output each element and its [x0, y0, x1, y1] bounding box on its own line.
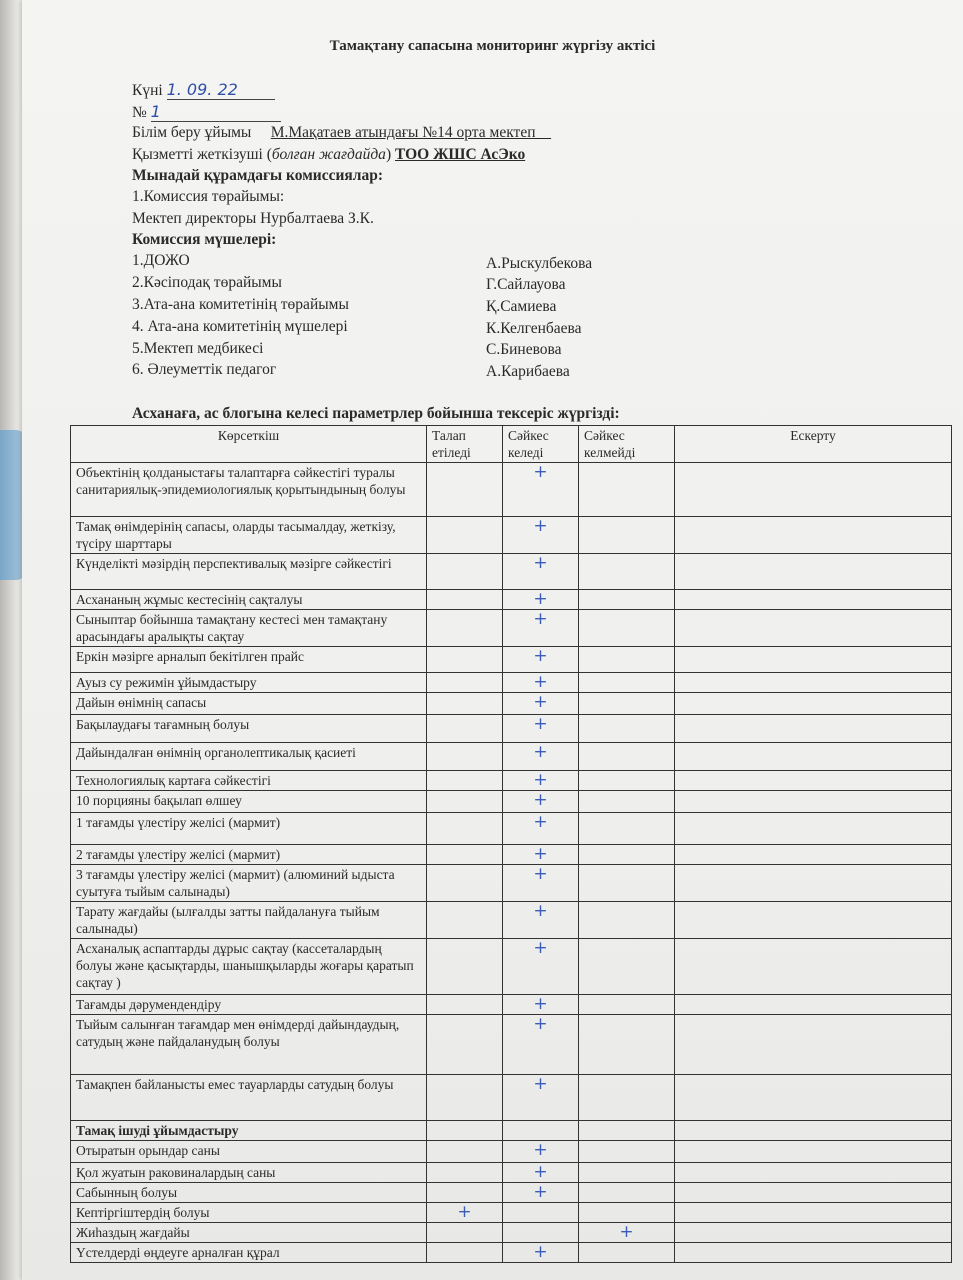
row-indicator: Тағамды дәрумендендіру — [71, 995, 427, 1015]
row-not-complies-mark — [579, 939, 675, 995]
provider-close: ) — [385, 146, 392, 163]
table-row — [71, 845, 952, 865]
row-indicator: Тамақ өнімдерінің сапасы, оларды тасымалдау, жеткізу, түсіру шарттары — [71, 517, 427, 554]
row-note — [675, 1163, 952, 1183]
row-complies-mark — [503, 1223, 579, 1243]
row-required-mark — [427, 743, 503, 771]
table-row — [71, 771, 952, 791]
row-complies-mark: + — [503, 1163, 579, 1183]
table-row — [71, 939, 952, 995]
table-row — [71, 1075, 952, 1121]
row-required-mark — [427, 1163, 503, 1183]
check-heading: Асханаға, ас блогына келесі параметрлер бойынша тексеріс жүргізді: — [132, 405, 620, 422]
row-indicator: Отыратын орындар саны — [71, 1141, 427, 1163]
row-complies-mark: + — [503, 743, 579, 771]
row-note — [675, 693, 952, 715]
row-not-complies-mark — [579, 1075, 675, 1121]
table-row — [71, 610, 952, 647]
row-required-mark — [427, 1075, 503, 1121]
row-not-complies-mark — [579, 1141, 675, 1163]
row-note — [675, 1015, 952, 1075]
row-note — [675, 743, 952, 771]
table-row — [71, 1223, 952, 1243]
row-complies-mark: + — [503, 1183, 579, 1203]
member-role: 4. Ата-ана комитетінің мүшелері — [132, 318, 348, 335]
school-line: Білім беру ұйымы М.Мақатаев атындағы №14 орта мектеп__ — [132, 124, 551, 141]
row-note — [675, 939, 952, 995]
row-required-mark — [427, 813, 503, 845]
table-row — [71, 1015, 952, 1075]
row-indicator: Бақылаудағы тағамның болуы — [71, 715, 427, 743]
row-complies-mark: + — [503, 647, 579, 673]
row-not-complies-mark — [579, 1203, 675, 1223]
row-indicator: Дайындалған өнімнің органолептикалық қасиеті — [71, 743, 427, 771]
row-not-complies-mark — [579, 693, 675, 715]
row-complies-mark: + — [503, 1075, 579, 1121]
row-note — [675, 1183, 952, 1203]
row-note — [675, 715, 952, 743]
table-row — [71, 554, 952, 590]
row-required-mark — [427, 1183, 503, 1203]
row-indicator: Үстелдерді өңдеуге арналған құрал — [71, 1243, 427, 1263]
provider-label: Қызметті жеткізуші ( — [132, 146, 272, 163]
school-value: М.Мақатаев атындағы №14 орта мектеп — [270, 124, 536, 141]
row-required-mark — [427, 647, 503, 673]
row-complies-mark: + — [503, 610, 579, 647]
row-required-mark — [427, 1015, 503, 1075]
table-row — [71, 647, 952, 673]
chair-value: Мектеп директоры Нурбалтаева З.К. — [132, 210, 374, 227]
row-required-mark — [427, 1141, 503, 1163]
table-row — [71, 1243, 952, 1263]
row-not-complies-mark — [579, 791, 675, 813]
row-required-mark — [427, 791, 503, 813]
row-not-complies-mark — [579, 610, 675, 647]
row-complies-mark: + — [503, 1141, 579, 1163]
row-required-mark — [427, 865, 503, 902]
row-note — [675, 1243, 952, 1263]
row-complies-mark: + — [503, 902, 579, 939]
row-required-mark — [427, 590, 503, 610]
row-not-complies-mark — [579, 813, 675, 845]
row-not-complies-mark — [579, 902, 675, 939]
row-not-complies-mark — [579, 715, 675, 743]
row-complies-mark: + — [503, 1015, 579, 1075]
member-name: К.Келгенбаева — [486, 320, 582, 337]
row-complies-mark: + — [503, 939, 579, 995]
row-indicator: Қол жуатын раковиналардың саны — [71, 1163, 427, 1183]
table-row — [71, 463, 952, 517]
row-note — [675, 590, 952, 610]
row-note — [675, 995, 952, 1015]
row-required-mark — [427, 1243, 503, 1263]
school-label: Білім беру ұйымы — [132, 124, 252, 141]
row-indicator: Тарату жағдайы (ылғалды затты пайдалануға тыйым салынады) — [71, 902, 427, 939]
table-body — [71, 463, 952, 1263]
row-indicator: Кептіргіштердің болуы — [71, 1203, 427, 1223]
row-complies-mark: + — [503, 813, 579, 845]
number-value: 1 — [151, 102, 281, 122]
row-indicator: 1 тағамды үлестіру желісі (мармит) — [71, 813, 427, 845]
row-note — [675, 517, 952, 554]
header-note: Ескерту — [675, 426, 952, 463]
row-required-mark — [427, 902, 503, 939]
row-indicator: Асханалық аспаптарды дұрыс сақтау (кассеталардың болуы және қасықтарды, шанышқыларды жоғары қаратып сақтау ) — [71, 939, 427, 995]
row-complies-mark: + — [503, 1243, 579, 1263]
table-header-row — [71, 426, 952, 463]
row-note — [675, 554, 952, 590]
table-row — [71, 1141, 952, 1163]
member-name: А.Рыскулбекова — [486, 255, 593, 272]
row-required-mark — [427, 673, 503, 693]
row-complies-mark: + — [503, 995, 579, 1015]
member-role: 2.Кәсіподақ төрайымы — [132, 274, 282, 291]
row-required-mark — [427, 995, 503, 1015]
row-complies-mark: + — [503, 463, 579, 517]
row-indicator: Сыныптар бойынша тамақтану кестесі мен тамақтану арасындағы аралықты сақтау — [71, 610, 427, 647]
member-role: 1.ДОЖО — [132, 252, 190, 269]
row-complies-mark — [503, 1203, 579, 1223]
table-row — [71, 813, 952, 845]
table-row — [71, 902, 952, 939]
member-name: С.Биневова — [486, 341, 562, 358]
row-required-mark — [427, 1121, 503, 1141]
row-not-complies-mark — [579, 554, 675, 590]
row-required-mark — [427, 463, 503, 517]
members-heading: Комиссия мүшелері: — [132, 231, 277, 248]
row-required-mark — [427, 554, 503, 590]
row-required-mark — [427, 771, 503, 791]
row-note — [675, 610, 952, 647]
document-title: Тамақтану сапасына мониторинг жүргізу актісі — [329, 38, 656, 54]
row-complies-mark: + — [503, 673, 579, 693]
row-indicator: Жиһаздың жағдайы — [71, 1223, 427, 1243]
date-line — [132, 80, 275, 100]
row-note — [675, 463, 952, 517]
date-value: 1. 09. 22 — [167, 80, 275, 100]
row-not-complies-mark — [579, 865, 675, 902]
row-not-complies-mark — [579, 1243, 675, 1263]
row-complies-mark: + — [503, 693, 579, 715]
commission-heading: Мынадай құрамдағы комиссиялар: — [132, 167, 383, 184]
row-not-complies-mark — [579, 771, 675, 791]
row-note — [675, 813, 952, 845]
table-row — [71, 1203, 952, 1223]
row-not-complies-mark — [579, 1121, 675, 1141]
row-note — [675, 902, 952, 939]
row-required-mark: + — [427, 1203, 503, 1223]
table-row — [71, 791, 952, 813]
row-complies-mark — [503, 1121, 579, 1141]
row-note — [675, 771, 952, 791]
row-complies-mark: + — [503, 791, 579, 813]
row-not-complies-mark — [579, 1183, 675, 1203]
provider-line — [132, 146, 525, 164]
date-label: Күні — [132, 82, 163, 99]
row-note — [675, 647, 952, 673]
member-role: 6. Әлеуметтік педагог — [132, 361, 277, 378]
table-row — [71, 673, 952, 693]
row-complies-mark: + — [503, 771, 579, 791]
row-complies-mark: + — [503, 715, 579, 743]
row-required-mark — [427, 1223, 503, 1243]
number-line — [132, 102, 281, 122]
row-note — [675, 1121, 952, 1141]
row-note — [675, 1141, 952, 1163]
header-complies: Сәйкес келеді — [503, 426, 579, 463]
row-indicator: Асхананың жұмыс кестесінің сақталуы — [71, 590, 427, 610]
table-row — [71, 1183, 952, 1203]
header-not-complies: Сәйкес келмейді — [579, 426, 675, 463]
row-complies-mark: + — [503, 865, 579, 902]
row-not-complies-mark — [579, 463, 675, 517]
provider-italic: болған жағдайда — [271, 146, 386, 163]
row-not-complies-mark — [579, 743, 675, 771]
row-indicator: Күнделікті мәзірдің перспективалық мәзірге сәйкестігі — [71, 554, 427, 590]
row-indicator: Дайын өнімнің сапасы — [71, 693, 427, 715]
row-not-complies-mark — [579, 590, 675, 610]
row-required-mark — [427, 693, 503, 715]
table-row — [71, 517, 952, 554]
row-not-complies-mark — [579, 1015, 675, 1075]
chair-label: 1.Комиссия төрайымы: — [132, 188, 285, 205]
provider-value: ТОО ЖШС АсЭко — [394, 146, 526, 163]
row-required-mark — [427, 517, 503, 554]
row-complies-mark: + — [503, 590, 579, 610]
row-note — [675, 865, 952, 902]
header-required: Талап етіледі — [427, 426, 503, 463]
member-role: 5.Мектеп медбикесі — [132, 340, 264, 357]
row-note — [675, 1223, 952, 1243]
row-not-complies-mark: + — [579, 1223, 675, 1243]
row-indicator: Объектінің қолданыстағы талаптарға сәйкестігі туралы санитариялық-эпидемиологиялық қорытындының болуы — [71, 463, 427, 517]
row-complies-mark: + — [503, 845, 579, 865]
row-not-complies-mark — [579, 1163, 675, 1183]
row-indicator: Тамақпен байланысты емес тауарларды сатудың болуы — [71, 1075, 427, 1121]
number-label: № — [132, 104, 147, 121]
row-note — [675, 845, 952, 865]
row-not-complies-mark — [579, 673, 675, 693]
row-required-mark — [427, 715, 503, 743]
row-complies-mark: + — [503, 554, 579, 590]
table-row — [71, 865, 952, 902]
row-indicator: Сабынның болуы — [71, 1183, 427, 1203]
table-row — [71, 693, 952, 715]
row-indicator: Еркін мәзірге арналып бекітілген прайс — [71, 647, 427, 673]
row-indicator: 2 тағамды үлестіру желісі (мармит) — [71, 845, 427, 865]
member-role: 3.Ата-ана комитетінің төрайымы — [132, 296, 349, 313]
row-indicator: Тыйым салынған тағамдар мен өнімдерді дайындаудың, сатудың және пайдаланудың болуы — [71, 1015, 427, 1075]
member-name: А.Карибаева — [486, 363, 570, 380]
row-indicator: 3 тағамды үлестіру желісі (мармит) (алюминий ыдыста суытуға тыйым салынады) — [71, 865, 427, 902]
row-indicator: Тамақ ішуді ұйымдастыру — [71, 1121, 427, 1141]
row-note — [675, 1203, 952, 1223]
row-indicator: Технологиялық картаға сәйкестігі — [71, 771, 427, 791]
inspection-table — [70, 425, 952, 1263]
row-note — [675, 1075, 952, 1121]
member-name: Қ.Самиева — [486, 298, 557, 315]
row-indicator: 10 порцияны бақылап өлшеу — [71, 791, 427, 813]
row-complies-mark: + — [503, 517, 579, 554]
row-note — [675, 673, 952, 693]
table-row — [71, 1163, 952, 1183]
row-not-complies-mark — [579, 995, 675, 1015]
table-row — [71, 1121, 952, 1141]
row-not-complies-mark — [579, 647, 675, 673]
row-required-mark — [427, 939, 503, 995]
table-row — [71, 995, 952, 1015]
row-required-mark — [427, 845, 503, 865]
table-row — [71, 590, 952, 610]
header-indicator: Көрсеткіш — [71, 426, 427, 463]
row-not-complies-mark — [579, 517, 675, 554]
member-name: Г.Сайлауова — [486, 276, 566, 293]
table-row — [71, 715, 952, 743]
table-row — [71, 743, 952, 771]
row-note — [675, 791, 952, 813]
row-indicator: Ауыз су режимін ұйымдастыру — [71, 673, 427, 693]
row-required-mark — [427, 610, 503, 647]
row-not-complies-mark — [579, 845, 675, 865]
